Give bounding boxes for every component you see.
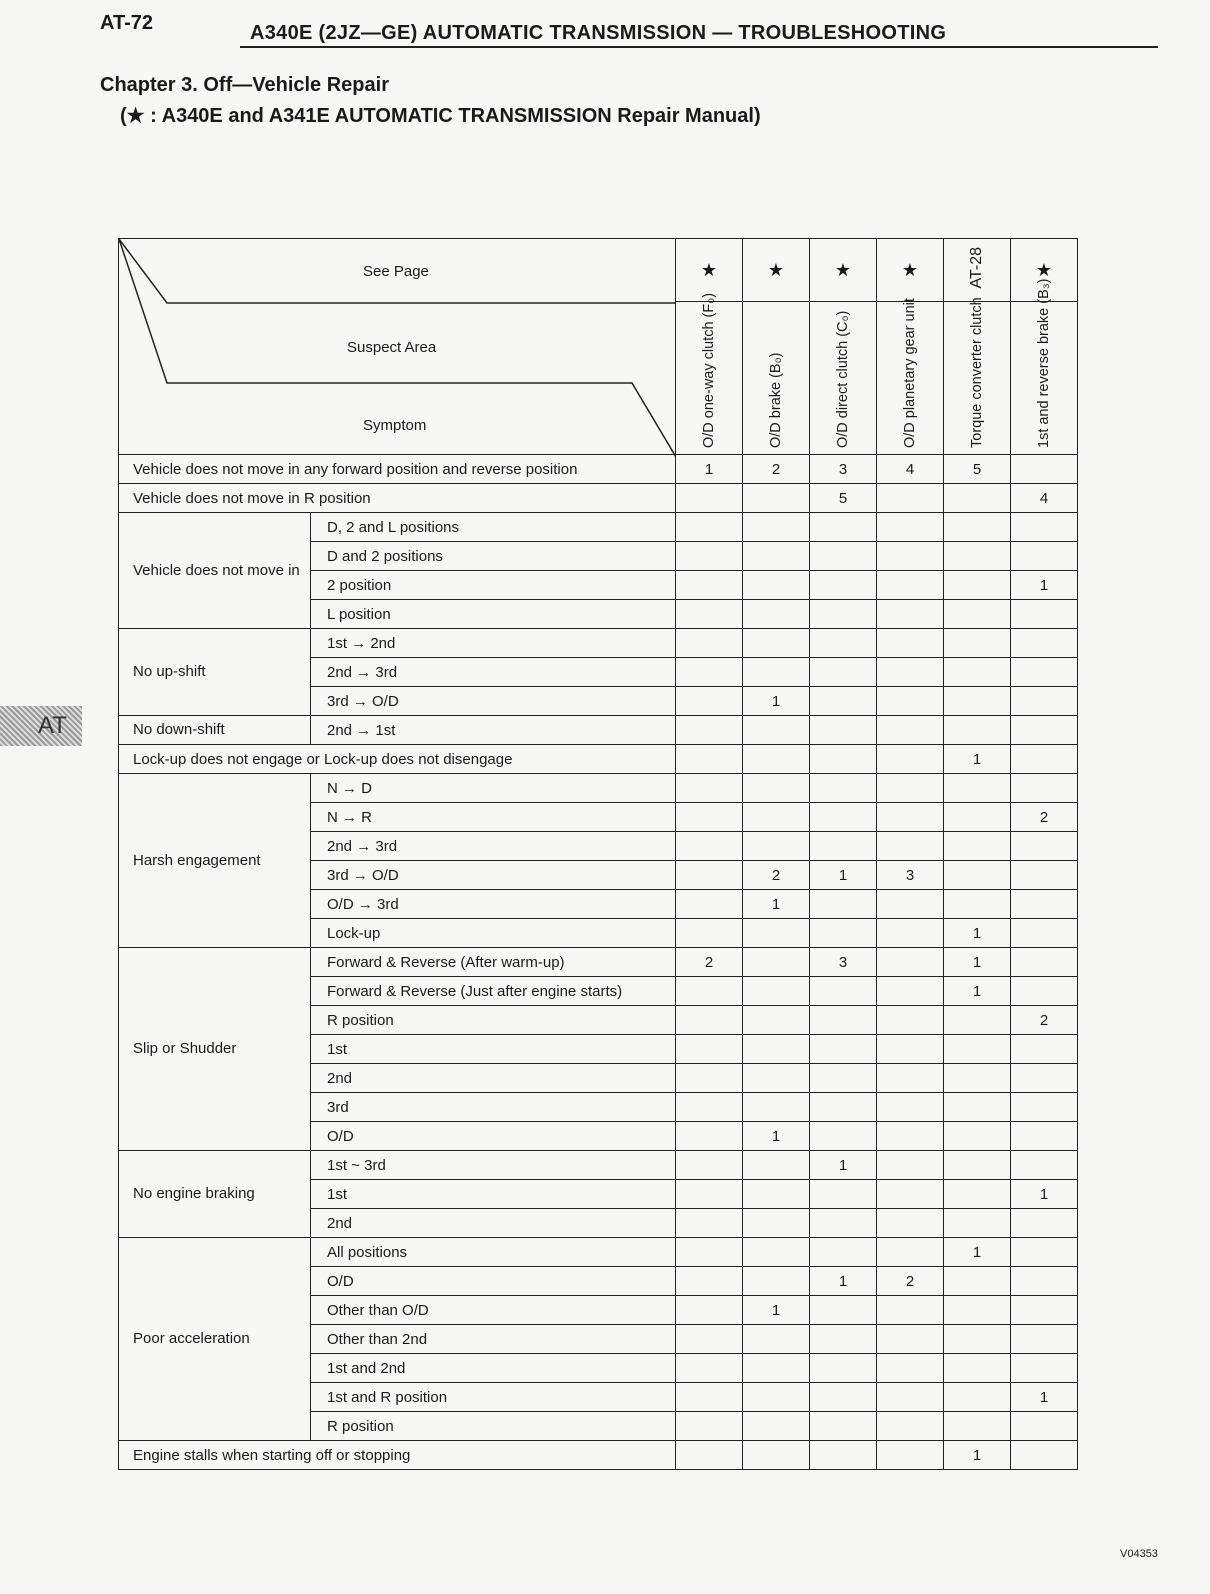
priority-cell <box>743 600 810 629</box>
priority-cell <box>944 1006 1011 1035</box>
priority-cell: 2 <box>743 861 810 890</box>
priority-cell <box>877 716 944 745</box>
priority-cell <box>944 1122 1011 1151</box>
priority-cell <box>676 687 743 716</box>
priority-cell <box>676 1180 743 1209</box>
priority-cell: 2 <box>676 948 743 977</box>
priority-cell <box>743 484 810 513</box>
priority-cell: 1 <box>810 1151 877 1180</box>
priority-cell <box>877 803 944 832</box>
condition-cell: Other than O/D <box>311 1296 676 1325</box>
priority-cell <box>810 1325 877 1354</box>
suspect-area-label: O/D one-way clutch (F₀) <box>700 292 717 448</box>
condition-cell: D, 2 and L positions <box>311 513 676 542</box>
priority-cell <box>810 716 877 745</box>
priority-cell <box>877 745 944 774</box>
priority-cell <box>743 1383 810 1412</box>
priority-cell: 1 <box>944 745 1011 774</box>
priority-cell <box>743 948 810 977</box>
priority-cell <box>676 1064 743 1093</box>
see-page-cell <box>743 239 810 302</box>
priority-cell <box>810 513 877 542</box>
priority-cell <box>676 774 743 803</box>
priority-cell <box>877 1296 944 1325</box>
see-page-ref: ★ <box>700 259 718 280</box>
priority-cell <box>877 1238 944 1267</box>
priority-cell <box>1011 687 1078 716</box>
symptom-cell: Lock-up does not engage or Lock-up does not disengage <box>119 745 676 774</box>
priority-cell <box>877 1325 944 1354</box>
priority-cell <box>1011 1296 1078 1325</box>
priority-cell <box>743 1412 810 1441</box>
symptom-label: Symptom <box>363 417 427 434</box>
priority-cell: 3 <box>810 455 877 484</box>
priority-cell <box>877 1064 944 1093</box>
priority-cell: 1 <box>810 1267 877 1296</box>
priority-cell <box>944 513 1011 542</box>
priority-cell <box>1011 1238 1078 1267</box>
priority-cell: 1 <box>1011 571 1078 600</box>
symptom-cell: Vehicle does not move in any forward position and reverse position <box>119 455 676 484</box>
priority-cell <box>810 1006 877 1035</box>
chapter-note: (★ : A340E and A341E AUTOMATIC TRANSMISSION Repair Manual) <box>120 105 761 127</box>
see-page-ref: ★ <box>767 259 785 280</box>
priority-cell <box>1011 1325 1078 1354</box>
condition-cell: 2nd <box>311 1209 676 1238</box>
priority-cell <box>743 1238 810 1267</box>
symptom-cell: Slip or Shudder <box>119 948 311 1151</box>
section-tab <box>0 706 82 746</box>
priority-cell <box>944 1412 1011 1441</box>
priority-cell: 4 <box>877 455 944 484</box>
condition-cell: All positions <box>311 1238 676 1267</box>
priority-cell <box>944 1296 1011 1325</box>
priority-cell <box>877 513 944 542</box>
priority-cell <box>1011 1209 1078 1238</box>
priority-cell <box>810 1441 877 1470</box>
priority-cell <box>877 600 944 629</box>
priority-cell <box>810 1296 877 1325</box>
priority-cell <box>676 890 743 919</box>
table-row <box>119 629 1078 658</box>
condition-cell: 2nd → 3rd <box>311 658 676 687</box>
priority-cell <box>877 1006 944 1035</box>
priority-cell <box>1011 1093 1078 1122</box>
priority-cell <box>810 658 877 687</box>
priority-cell <box>877 571 944 600</box>
priority-cell: 1 <box>944 977 1011 1006</box>
condition-cell: D and 2 positions <box>311 542 676 571</box>
priority-cell <box>676 542 743 571</box>
priority-cell <box>944 716 1011 745</box>
priority-cell <box>676 977 743 1006</box>
suspect-area-label: O/D planetary gear unit <box>901 298 918 448</box>
priority-cell <box>676 1354 743 1383</box>
priority-cell <box>743 977 810 1006</box>
priority-cell <box>944 803 1011 832</box>
priority-cell <box>1011 1122 1078 1151</box>
priority-cell <box>877 1209 944 1238</box>
symptom-cell: No up-shift <box>119 629 311 716</box>
table-row <box>119 455 1078 484</box>
priority-cell <box>877 1151 944 1180</box>
suspect-area-header <box>944 297 1011 455</box>
priority-cell <box>1011 1064 1078 1093</box>
see-page-cell <box>877 239 944 302</box>
condition-cell: N → D <box>311 774 676 803</box>
priority-cell <box>676 1209 743 1238</box>
priority-cell: 2 <box>877 1267 944 1296</box>
priority-cell <box>743 745 810 774</box>
priority-cell <box>944 774 1011 803</box>
condition-cell: Lock-up <box>311 919 676 948</box>
priority-cell <box>810 832 877 861</box>
suspect-area-label: Torque converter clutch <box>968 297 985 448</box>
priority-cell <box>743 919 810 948</box>
priority-cell <box>1011 1412 1078 1441</box>
priority-cell: 5 <box>810 484 877 513</box>
priority-cell <box>810 1412 877 1441</box>
priority-cell: 4 <box>1011 484 1078 513</box>
table-row <box>119 948 1078 977</box>
priority-cell <box>944 600 1011 629</box>
condition-cell: 2nd <box>311 1064 676 1093</box>
priority-cell <box>1011 629 1078 658</box>
priority-cell <box>944 1383 1011 1412</box>
priority-cell <box>676 1383 743 1412</box>
see-page-ref: ★ <box>901 259 919 280</box>
priority-cell <box>944 861 1011 890</box>
priority-cell <box>676 1151 743 1180</box>
priority-cell <box>1011 1151 1078 1180</box>
priority-cell <box>676 513 743 542</box>
priority-cell <box>877 774 944 803</box>
priority-cell <box>810 1035 877 1064</box>
priority-cell <box>676 1296 743 1325</box>
section-tab-label: AT <box>38 712 67 739</box>
priority-cell <box>810 803 877 832</box>
priority-cell <box>944 687 1011 716</box>
suspect-area-header <box>676 292 743 455</box>
condition-cell: R position <box>311 1412 676 1441</box>
priority-cell <box>944 571 1011 600</box>
troubleshooting-table <box>118 238 1078 1470</box>
priority-cell: 2 <box>1011 1006 1078 1035</box>
priority-cell <box>676 1412 743 1441</box>
priority-cell <box>676 919 743 948</box>
see-page-cell <box>810 239 877 302</box>
symptom-cell: Harsh engagement <box>119 774 311 948</box>
priority-cell: 1 <box>743 1296 810 1325</box>
priority-cell <box>810 1093 877 1122</box>
priority-cell <box>810 1180 877 1209</box>
priority-cell <box>676 1035 743 1064</box>
priority-cell <box>676 1325 743 1354</box>
priority-cell <box>743 1441 810 1470</box>
see-page-ref: AT-28 <box>968 246 985 289</box>
suspect-area-header <box>877 298 944 455</box>
priority-cell: 3 <box>810 948 877 977</box>
priority-cell <box>810 774 877 803</box>
priority-cell <box>944 1267 1011 1296</box>
priority-cell <box>877 1035 944 1064</box>
priority-cell <box>743 832 810 861</box>
priority-cell <box>944 1064 1011 1093</box>
priority-cell: 2 <box>743 455 810 484</box>
priority-cell <box>877 484 944 513</box>
priority-cell <box>676 1441 743 1470</box>
priority-cell <box>944 1354 1011 1383</box>
table-row <box>119 1151 1078 1180</box>
suspect-area-label: 1st and reverse brake (B₃) <box>1035 278 1052 448</box>
priority-cell <box>810 687 877 716</box>
condition-cell: Forward & Reverse (Just after engine starts) <box>311 977 676 1006</box>
priority-cell <box>810 1238 877 1267</box>
priority-cell: 1 <box>944 1441 1011 1470</box>
priority-cell <box>676 484 743 513</box>
condition-cell: 2nd → 3rd <box>311 832 676 861</box>
priority-cell <box>1011 600 1078 629</box>
priority-cell <box>676 1238 743 1267</box>
priority-cell: 1 <box>944 1238 1011 1267</box>
priority-cell <box>944 1180 1011 1209</box>
priority-cell <box>877 977 944 1006</box>
priority-cell: 1 <box>743 687 810 716</box>
condition-cell: 2 position <box>311 571 676 600</box>
priority-cell <box>877 832 944 861</box>
priority-cell <box>743 1325 810 1354</box>
see-page-label: See Page <box>363 263 429 280</box>
priority-cell <box>944 1035 1011 1064</box>
priority-cell <box>1011 542 1078 571</box>
suspect-area-header <box>810 302 877 455</box>
priority-cell <box>944 542 1011 571</box>
priority-cell <box>1011 716 1078 745</box>
symptom-cell: Poor acceleration <box>119 1238 311 1441</box>
priority-cell <box>1011 1267 1078 1296</box>
priority-cell <box>743 1180 810 1209</box>
table-row <box>119 1238 1078 1267</box>
chapter-title: Chapter 3. Off—Vehicle Repair <box>100 74 389 96</box>
priority-cell <box>676 716 743 745</box>
priority-cell <box>1011 948 1078 977</box>
priority-cell <box>743 571 810 600</box>
priority-cell <box>676 861 743 890</box>
priority-cell <box>676 1267 743 1296</box>
priority-cell <box>676 600 743 629</box>
priority-cell: 5 <box>944 455 1011 484</box>
priority-cell <box>676 745 743 774</box>
header-title: A340E (2JZ—GE) AUTOMATIC TRANSMISSION — TROUBLESHOOTING <box>250 22 947 44</box>
priority-cell <box>810 890 877 919</box>
priority-cell <box>810 629 877 658</box>
priority-cell: 1 <box>743 890 810 919</box>
priority-cell <box>676 803 743 832</box>
condition-cell: Other than 2nd <box>311 1325 676 1354</box>
priority-cell <box>944 1093 1011 1122</box>
table-row <box>119 513 1078 542</box>
priority-cell <box>676 629 743 658</box>
priority-cell <box>1011 919 1078 948</box>
condition-cell: 1st → 2nd <box>311 629 676 658</box>
condition-cell: O/D <box>311 1267 676 1296</box>
condition-cell: N → R <box>311 803 676 832</box>
priority-cell <box>810 542 877 571</box>
priority-cell <box>944 890 1011 919</box>
priority-cell <box>743 1151 810 1180</box>
priority-cell <box>743 803 810 832</box>
priority-cell <box>743 1267 810 1296</box>
priority-cell <box>944 1151 1011 1180</box>
condition-cell: 1st ~ 3rd <box>311 1151 676 1180</box>
priority-cell <box>810 600 877 629</box>
priority-cell <box>810 1354 877 1383</box>
priority-cell <box>1011 977 1078 1006</box>
see-page-ref: ★ <box>834 259 852 280</box>
priority-cell <box>877 1093 944 1122</box>
symptom-cell: No down-shift <box>119 716 311 745</box>
priority-cell <box>743 1035 810 1064</box>
table-row <box>119 1441 1078 1470</box>
priority-cell: 1 <box>944 919 1011 948</box>
priority-cell <box>877 1383 944 1412</box>
priority-cell <box>676 832 743 861</box>
priority-cell <box>676 1122 743 1151</box>
priority-cell <box>810 1383 877 1412</box>
priority-cell <box>944 629 1011 658</box>
priority-cell <box>944 832 1011 861</box>
suspect-area-header <box>1011 278 1078 455</box>
priority-cell: 3 <box>877 861 944 890</box>
page-number: AT-72 <box>100 12 153 34</box>
priority-cell <box>944 1325 1011 1354</box>
priority-cell <box>743 658 810 687</box>
priority-cell <box>676 1093 743 1122</box>
priority-cell: 1 <box>676 455 743 484</box>
priority-cell <box>877 890 944 919</box>
priority-cell: 1 <box>743 1122 810 1151</box>
priority-cell <box>877 542 944 571</box>
priority-cell <box>810 1122 877 1151</box>
suspect-area-header <box>743 302 810 455</box>
priority-cell <box>877 687 944 716</box>
condition-cell: L position <box>311 600 676 629</box>
suspect-area-label: O/D direct clutch (C₀) <box>834 310 851 448</box>
priority-cell <box>1011 455 1078 484</box>
priority-cell: 1 <box>944 948 1011 977</box>
priority-cell <box>877 948 944 977</box>
table-row <box>119 745 1078 774</box>
symptom-cell: Vehicle does not move in R position <box>119 484 676 513</box>
priority-cell <box>877 658 944 687</box>
priority-cell <box>877 1122 944 1151</box>
priority-cell: 1 <box>1011 1383 1078 1412</box>
priority-cell <box>810 1209 877 1238</box>
priority-cell <box>743 1354 810 1383</box>
priority-cell <box>944 658 1011 687</box>
priority-cell <box>810 919 877 948</box>
condition-cell: 3rd → O/D <box>311 861 676 890</box>
header-rule <box>240 46 1158 48</box>
condition-cell: 1st and R position <box>311 1383 676 1412</box>
priority-cell <box>1011 774 1078 803</box>
priority-cell <box>944 484 1011 513</box>
priority-cell <box>743 1006 810 1035</box>
priority-cell <box>743 774 810 803</box>
priority-cell <box>877 1180 944 1209</box>
condition-cell: O/D <box>311 1122 676 1151</box>
priority-cell <box>1011 1354 1078 1383</box>
priority-cell <box>743 513 810 542</box>
priority-cell: 1 <box>810 861 877 890</box>
priority-cell <box>743 716 810 745</box>
priority-cell <box>810 745 877 774</box>
priority-cell <box>676 658 743 687</box>
table-row <box>119 716 1078 745</box>
priority-cell <box>1011 1035 1078 1064</box>
symptom-cell: Engine stalls when starting off or stopping <box>119 1441 676 1470</box>
condition-cell: Forward & Reverse (After warm-up) <box>311 948 676 977</box>
condition-cell: 3rd <box>311 1093 676 1122</box>
priority-cell <box>1011 658 1078 687</box>
priority-cell <box>743 542 810 571</box>
priority-cell: 1 <box>1011 1180 1078 1209</box>
table-row <box>119 774 1078 803</box>
priority-cell <box>1011 745 1078 774</box>
priority-cell <box>743 1064 810 1093</box>
priority-cell <box>676 1006 743 1035</box>
priority-cell <box>1011 890 1078 919</box>
priority-cell <box>676 571 743 600</box>
priority-cell <box>877 629 944 658</box>
priority-cell <box>877 1412 944 1441</box>
suspect-area-label: Suspect Area <box>347 339 437 356</box>
priority-cell <box>877 1354 944 1383</box>
priority-cell: 2 <box>1011 803 1078 832</box>
figure-code: V04353 <box>1120 1548 1158 1560</box>
condition-cell: R position <box>311 1006 676 1035</box>
priority-cell <box>1011 1441 1078 1470</box>
condition-cell: 1st <box>311 1180 676 1209</box>
suspect-area-label: O/D brake (B₀) <box>767 352 784 448</box>
priority-cell <box>810 571 877 600</box>
priority-cell <box>1011 832 1078 861</box>
see-page-ref: ★ <box>1035 259 1053 280</box>
condition-cell: 3rd → O/D <box>311 687 676 716</box>
symptom-cell: No engine braking <box>119 1151 311 1238</box>
condition-cell: 1st and 2nd <box>311 1354 676 1383</box>
condition-cell: 2nd → 1st <box>311 716 676 745</box>
symptom-cell: Vehicle does not move in <box>119 513 311 629</box>
see-page-cell <box>944 239 1011 302</box>
priority-cell <box>877 1441 944 1470</box>
priority-cell <box>810 1064 877 1093</box>
table-corner-header <box>119 239 676 455</box>
condition-cell: O/D → 3rd <box>311 890 676 919</box>
priority-cell <box>743 629 810 658</box>
priority-cell <box>1011 513 1078 542</box>
priority-cell <box>1011 861 1078 890</box>
priority-cell <box>944 1209 1011 1238</box>
table-row <box>119 484 1078 513</box>
priority-cell <box>810 977 877 1006</box>
condition-cell: 1st <box>311 1035 676 1064</box>
priority-cell <box>743 1209 810 1238</box>
priority-cell <box>877 919 944 948</box>
priority-cell <box>743 1093 810 1122</box>
